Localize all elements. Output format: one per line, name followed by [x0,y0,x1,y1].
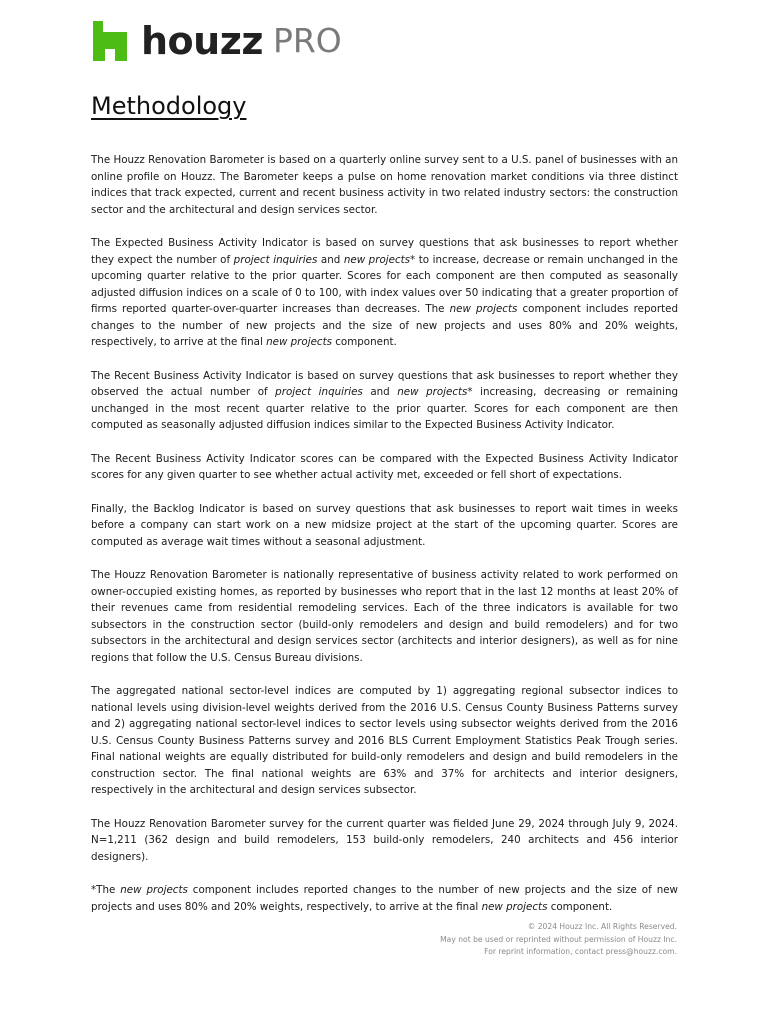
contact-text: For reprint information, contact press@houzz.com. [484,947,677,956]
paragraph [91,567,678,666]
italic-term: project inquiries [275,386,363,398]
paragraph [91,501,678,551]
houzz-logo-icon [93,21,127,61]
methodology-body [91,152,678,932]
text-run: and [317,253,344,266]
paragraph [91,683,678,799]
italic-term: new projects [449,303,518,315]
brand-suffix: PRO [272,21,342,60]
text-run: increasing, decreasing or remaining unchanged in the most recent quarter relative to the prior quarter. Scores for each component are then computed as seasonally adjusted diffusion indices similar to the Expected Business Activity Indicator. [91,386,679,431]
copyright-text: © 2024 Houzz Inc. All Rights Reserved. [527,922,677,931]
footnote [91,882,678,915]
text-run: component includes reported changes to the number of new projects and the size of new projects and uses 80% and 20% weights, respectively, to arrive at the final [91,884,678,913]
houzz-pro-logo [93,20,342,62]
italic-term: new projects [481,900,548,913]
paragraph [91,816,678,866]
text-run: The Houzz Renovation Barometer is based on a quarterly online survey sent to a U.S. panel of businesses with an online profile on Houzz. The Barometer keeps a pulse on home renovation market conditions via three distinct indices that track expected, current and recent business activity in two related industry sectors: the construction sector and the architectural and design services sector. [91,154,678,216]
brand-name: houzz [141,19,263,63]
paragraph [91,152,678,218]
paragraph [91,368,678,434]
text-run: component includes reported changes to the number of new projects and the size of new projects and uses 80% and 20% weights, respectively, to arrive at the final [91,303,678,348]
footer [440,921,677,959]
text-run: The Recent Business Activity Indicator scores can be compared with the Expected Business Activity Indicator scores for any given quarter to see whether actual activity met, exceeded or fell short of expectations. [91,452,678,481]
italic-term: new projects* [343,253,416,266]
italic-term: project inquiries [233,253,318,266]
text-run: The Houzz Renovation Barometer is nationally representative of business activity related to work performed on owner-occupied existing homes, as reported by businesses who report that in the last 12 months at least 20% of their revenues came from residential remodeling services. Each of the three indicators is available for two subsectors in the construction sector (build-only remodelers and design and build remodelers) and for two subsectors in the architectural and design services sector (architects and interior designers), as well as for nine regions that follow the U.S. Census Bureau divisions. [91,569,678,664]
italic-term: new projects* [397,386,473,398]
text-run: component. [547,900,613,913]
permission-text: May not be used or reprinted without permission of Houzz Inc. [440,934,677,944]
italic-term: new projects [120,884,188,896]
paragraph [91,235,678,351]
text-run: The Houzz Renovation Barometer survey for the current quarter was fielded June 29, 2024 through July 9, 2024. N=1,211 (362 design and build remodelers, 153 build-only remodelers, 240 architects and 456 interior designers). [91,817,678,863]
paragraph [91,451,678,484]
text-run: The aggregated national sector-level indices are computed by 1) aggregating regional subsector indices to national levels using division-level weights derived from the 2016 U.S. Census County Business Patterns survey and 2) aggregating national sector-level indices to sector levels using subsector weights derived from the 2016 U.S. Census County Business Patterns survey and 2016 BLS Current Employment Statistics Peak Trough series. Final national weights are equally distributed for build-only remodelers and design and build remodelers in the construction sector. The final national weights are 63% and 37% for architects and interior designers, respectively in the architectural and design services subsector. [91,685,678,796]
text-run: to increase, decrease or remain unchanged in the upcoming quarter relative to the prior quarter. Scores for each component are then computed as seasonally adjusted diffusion indices on a scale of 0 to 100, with index values over 50 indicating that a greater proportion of firms reported quarter-over-quarter increases than decreases. The [91,253,678,315]
text-run: component. [331,336,397,348]
italic-term: new projects [266,336,332,348]
text-run: The Recent Business Activity Indicator is based on survey questions that ask businesses to report whether they observed the actual number of [91,369,678,398]
text-run: Finally, the Backlog Indicator is based on survey questions that ask businesses to report wait times in weeks before a company can start work on a new midsize project at the start of the upcoming quarter. Scores are computed as average wait times without a seasonal adjustment. [91,502,678,548]
text-run: and [362,386,398,398]
text-run: *The [91,884,121,896]
page-title: Methodology [91,92,247,120]
text-run: The Expected Business Activity Indicator is based on survey questions that ask businesses to report whether they expect the number of [91,237,678,266]
